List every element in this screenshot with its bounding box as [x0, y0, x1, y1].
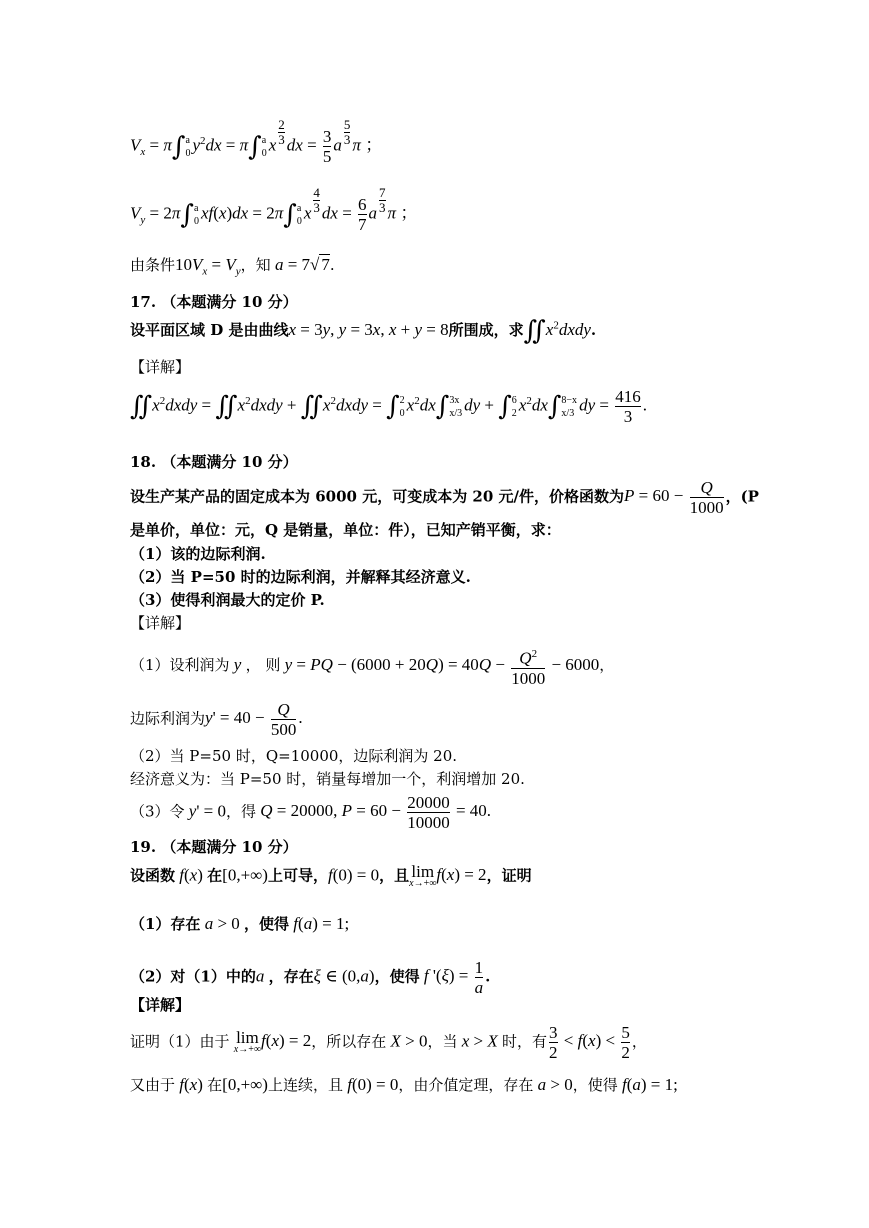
problem18-econ-meaning: 经济意义为：当 P=50 时，销量每增加一个，利润增加 20.: [130, 770, 525, 788]
volume-vy-formula: $V_y = 2\pi\int a$ 0 xf(x)dx = 2π∫a 0 x $\frac{4}{3}$ dx = $\frac{6}{7}$ a $\frac{7}{3}$ π ；: [130, 185, 418, 235]
problem18-marginal: 边际利润为y' = 40 − $\frac{Q}{500}$ .: [130, 700, 303, 739]
problem18-detail-label: 【详解】: [130, 614, 191, 632]
problem19-part2: （2）对（1）中的a ，存在ξ ∈ (0,a)，使得 f '(ξ) = $\frac{1}{a}$ .: [130, 958, 491, 997]
problem19-question: 设函数 f(x) 在[0,+∞)上可导，f(0) = 0，且 lim x→+∞ f(x) = 2，证明: [130, 862, 532, 889]
volume-vx-formula: $V_x = \pi\int a$ 0 $y^2dx = \pi\int a$ 0 x $\frac{2}{3}$ dx = $\frac{3}{5}$ a $\frac{5}{3}$ π ；: [130, 117, 383, 167]
problem18-sol1: （1）设利润为 y ， 则 y = PQ − (6000 + 20Q) = 40Q − $\frac{Q^2}{1000}$ − 6000，: [130, 648, 615, 688]
problem18-question-line2: 是单价，单位：元，Q 是销量，单位：件），已知产销平衡，求：: [130, 521, 561, 539]
problem19-proof-line1: 证明（1）由于 lim x→+∞ f(x) = 2，所以存在 X > 0，当 x > X 时，有 $\frac{3}{2}$ < f(x) < $\frac{5}{2}$ ，: [130, 1023, 647, 1062]
problem18-sub3: （3）使得利润最大的定价 P.: [130, 591, 325, 609]
problem19-heading: 19. （本题满分 10 分）: [130, 838, 298, 856]
problem19-detail-label: 【详解】: [130, 996, 191, 1014]
problem18-sub2: （2）当 P=50 时的边际利润，并解释其经济意义.: [130, 568, 471, 586]
problem18-sol3: （3）令 y' = 0，得 Q = 20000, P = 60 − $\frac{20000}{10000}$ = 40.: [130, 793, 492, 832]
problem17-detail-label: 【详解】: [130, 358, 191, 376]
problem17-question: 设平面区域 D 是由曲线x = 3y, y = 3x, x + y = 8所围成，求$∬x^2dxdy$.: [130, 316, 597, 346]
problem18-heading: 18. （本题满分 10 分）: [130, 453, 298, 471]
problem19-part1: （1）存在 a > 0 ，使得 f(a) = 1;: [130, 914, 350, 933]
problem18-sol2: （2）当 P=50 时，Q=10000，边际利润为 20.: [130, 747, 458, 765]
condition-line: 由条件$10V_x = V_y$，知 a = 7√ 7.: [130, 255, 335, 278]
problem17-solution: $∬x^2dxdy$ = $∬x^2dxdy$ + $∬x^2dxdy = \int 2$ 0 $x^2dx\int 3x$ x/3 dy + ∫6 2 $x^2dx\int 8-x$ x/3 dy = $\frac{416}{3}$ .: [130, 387, 647, 426]
problem17-heading: 17. （本题满分 10 分）: [130, 293, 298, 311]
problem19-proof-line2: 又由于 f(x) 在[0,+∞)上连续，且 f(0) = 0，由介值定理，存在 a > 0，使得 f(a) = 1;: [130, 1075, 678, 1094]
problem18-question-line1: 设生产某产品的固定成本为 6000 元，可变成本为 20 元/件，价格函数为P = 60 − $\frac{Q}{1000}$ ，(P: [130, 478, 759, 517]
problem18-sub1: （1）该的边际利润.: [130, 545, 266, 563]
